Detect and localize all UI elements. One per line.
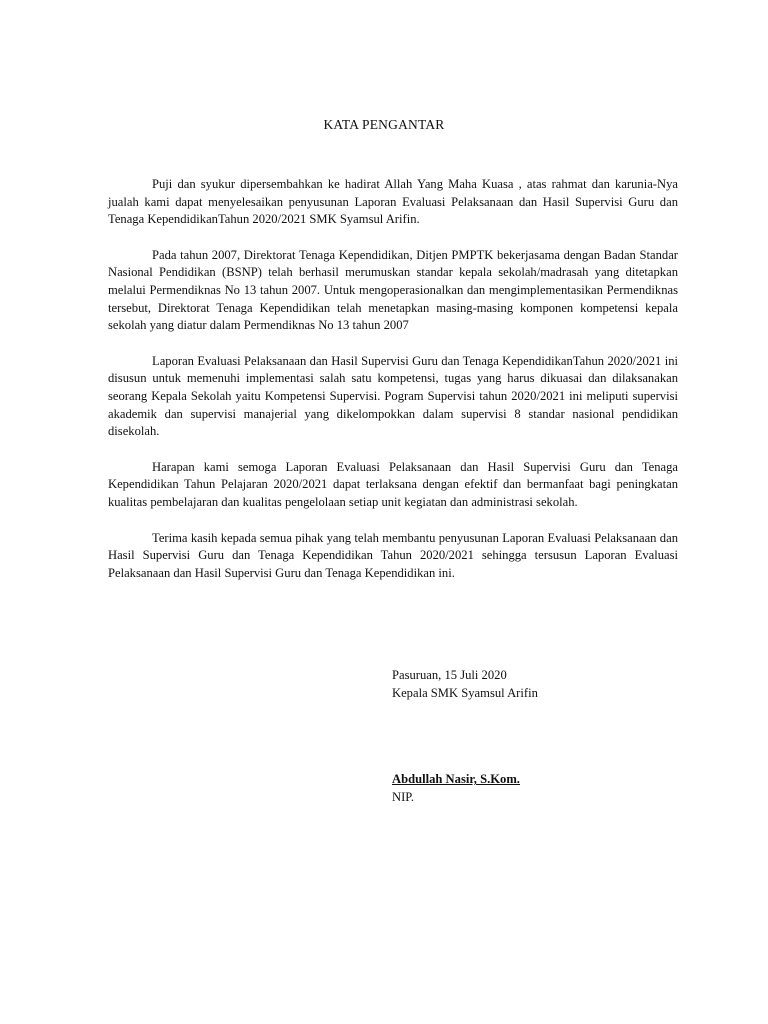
signature-place-date: Pasuruan, 15 Juli 2020 bbox=[392, 668, 507, 682]
page-title: KATA PENGANTAR bbox=[323, 117, 445, 132]
signature-position: Kepala SMK Syamsul Arifin bbox=[392, 685, 538, 700]
signatory-name: Abdullah Nasir, S.Kom. bbox=[392, 772, 520, 787]
paragraph-5: Terima kasih kepada semua pihak yang telah membantu penyusunan Laporan Evaluasi Pelaksanaan dan Hasil Supervisi Guru dan Tenaga Kependidikan Tahun 2020/2021 sehingga tersusun Laporan Evaluasi Pelaksanaan dan Hasil Supervisi Guru dan Tenaga Kependidikan ini. bbox=[108, 530, 678, 580]
paragraph-3: Laporan Evaluasi Pelaksanaan dan Hasil Supervisi Guru dan Tenaga KependidikanTahun 2020/2021 ini disusun untuk memenuhi implementasi salah satu kompetensi, tugas yang harus dikuasai dan dilaksanakan seorang Kepala Sekolah yaitu Kompetensi Supervisi. Pogram Supervisi tahun 2020/2021 ini meliputi supervisi akademik dan supervisi manajerial yang dikelompokkan dalam supervisi 8 standar nasional pendidikan disekolah. bbox=[108, 353, 678, 439]
signature-block bbox=[392, 667, 692, 806]
document-body bbox=[108, 176, 678, 600]
paragraph-4: Harapan kami semoga Laporan Evaluasi Pelaksanaan dan Hasil Supervisi Guru dan Tenaga Kependidikan Tahun Pelajaran 2020/2021 dapat terlaksana dengan efektif dan bermanfaat bagi peningkatan kualitas pembelajaran dan kualitas pengelolaan setiap unit kegiatan dan administrasi sekolah. bbox=[108, 459, 678, 509]
signatory-nip: NIP. bbox=[392, 789, 415, 804]
paragraph-1: Puji dan syukur dipersembahkan ke hadirat Allah Yang Maha Kuasa , atas rahmat dan karunia-Nya jualah kami dapat menyelesaikan penyusunan Laporan Evaluasi Pelaksanaan dan Hasil Supervisi Guru dan Tenaga KependidikanTahun 2020/2021 SMK Syamsul Arifin. bbox=[108, 177, 678, 227]
paragraph-2: Pada tahun 2007, Direktorat Tenaga Kependidikan, Ditjen PMPTK bekerjasama dengan Badan Standar Nasional Pendidikan (BSNP) telah berhasil merumuskan standar kepala sekolah/madrasah yang ditetapkan melalui Permendiknas No 13 tahun 2007. Untuk mengoperasionalkan dan mengimplementasikan Permendiknas tersebut, Direktorat Tenaga Kependidikan telah menetapkan masing-masing komponen kompetensi kepala sekolah yang diatur dalam Permendiknas No 13 tahun 2007 bbox=[108, 247, 678, 333]
